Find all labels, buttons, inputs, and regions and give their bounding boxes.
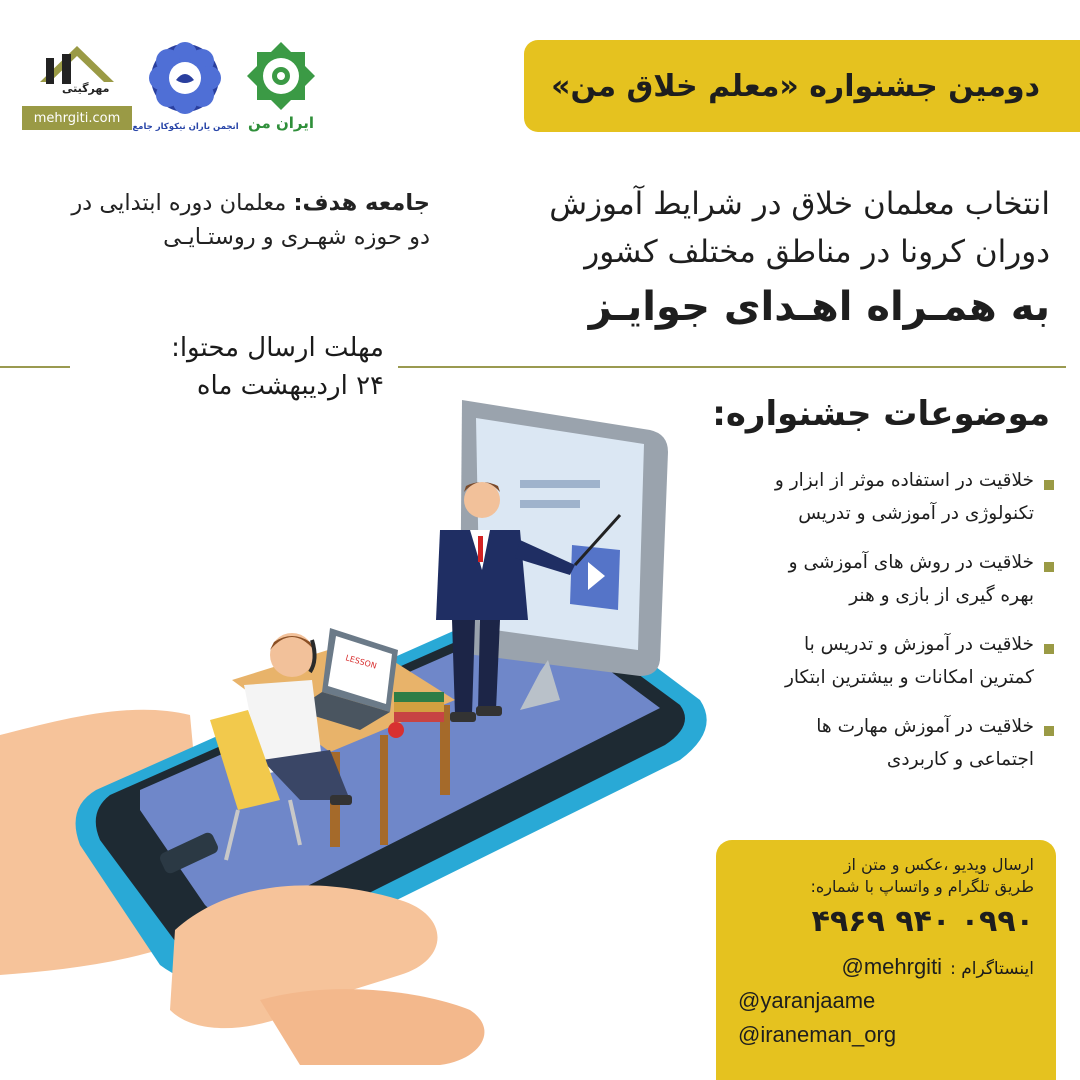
yaran-caption: انجمن یاران نیکوکار جامع [132, 122, 239, 132]
bullet-icon [1044, 562, 1054, 572]
topics-title: موضوعات جشنواره: [712, 394, 1050, 434]
mehrgiti-url: mehrgiti.com [22, 106, 132, 130]
headline-line-3: به همـراه اهـدای جوایـز [588, 284, 1050, 330]
instagram-row [738, 950, 1034, 984]
bullet-icon [1044, 726, 1054, 736]
mehrgiti-brand: مهرگیتی [62, 82, 110, 95]
instagram-handle: @mehrgiti [841, 954, 943, 979]
fingers [260, 989, 484, 1065]
bullet-icon [1044, 644, 1054, 654]
iran-caption: ایران من [247, 114, 315, 132]
contact-line-1: ارسال ویدیو ،عکس و متن از [843, 855, 1034, 874]
topic-item [714, 710, 1054, 776]
deadline-date: ۲۴ اردیبهشت ماه [196, 371, 384, 401]
iran-man-logo [240, 38, 322, 134]
phone-number: ۰۹۹۰ ۹۴۰ ۴۹۶۹ [811, 904, 1034, 939]
audience-text: معلمان دوره ابتدایی در [71, 190, 287, 216]
mehrgiti-logo [22, 36, 132, 132]
contact-line-2: طریق تلگرام و واتساپ با شماره: [810, 877, 1034, 896]
house-icon [22, 36, 132, 106]
contact-box [716, 840, 1056, 1080]
topic-line: خلاقیت در آموزش و تدریس با [803, 634, 1034, 655]
flower-emblem-icon [128, 38, 243, 122]
topic-line: اجتماعی و کاربردی [886, 749, 1034, 770]
headline-line-2: دوران کرونا در مناطق مختلف کشور [584, 234, 1050, 270]
headline-line-1: انتخاب معلمان خلاق در شرایط آموزش [549, 186, 1050, 222]
topic-line: تکنولوژی در آموزشی و تدریس [798, 503, 1034, 524]
headline [510, 180, 1050, 338]
yaran-logo [128, 38, 243, 138]
topic-item [714, 546, 1054, 612]
topic-line: خلاقیت در استفاده موثر از ابزار و [774, 470, 1034, 491]
topic-item [714, 464, 1054, 530]
laptop-screen-title: LESSON [344, 653, 378, 671]
topic-line: بهره گیری از بازی و هنر [849, 585, 1034, 606]
banner-title: دومین جشنواره «معلم خلاق من» [551, 68, 1040, 104]
topics-list [714, 464, 1054, 792]
target-audience [20, 186, 430, 254]
deadline-label: مهلت ارسال محتوا: [171, 333, 384, 363]
instagram-label: اینستاگرام : [950, 959, 1034, 979]
topic-line: خلاقیت در روش های آموزشی و [788, 552, 1034, 573]
festival-banner [524, 40, 1080, 132]
audience-text-2: دو حوزه شهـری و روستـایـی [163, 224, 430, 250]
instagram-handle: @iraneman_org [738, 1022, 897, 1047]
instagram-handle: @yaranjaame [738, 988, 876, 1013]
bullet-icon [1044, 480, 1054, 490]
star-emblem-icon [240, 38, 322, 114]
audience-label: جامعه هدف: [293, 190, 430, 216]
topic-line: خلاقیت در آموزش مهارت ها [816, 716, 1034, 737]
phone-classroom-illustration [0, 392, 710, 1080]
topic-item [714, 628, 1054, 694]
topic-line: کمترین امکانات و بیشترین ابتکار [784, 667, 1034, 688]
